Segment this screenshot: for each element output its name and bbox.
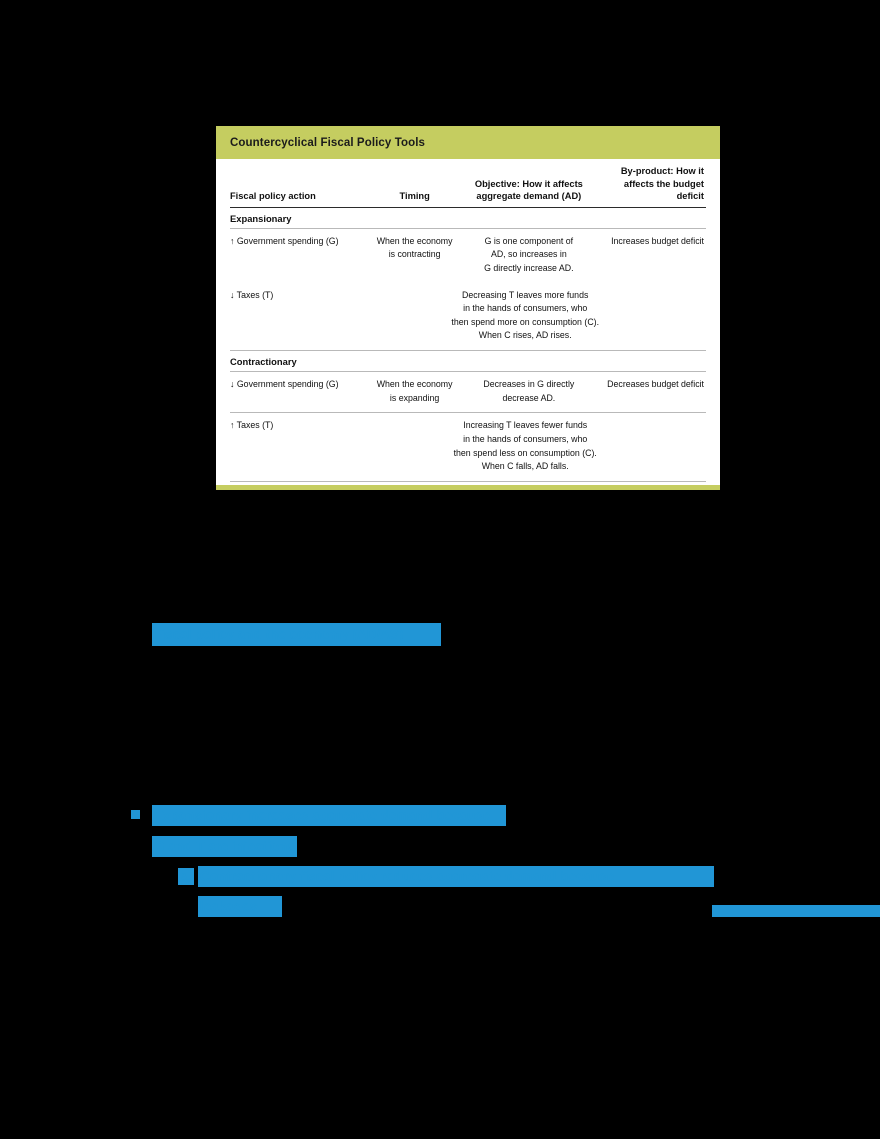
cell-objective-line2: in the hands of consumers, who — [463, 433, 588, 444]
fiscal-policy-table-card — [216, 126, 720, 490]
cell-objective-line1: Increasing T leaves fewer funds — [463, 420, 588, 431]
cell-objective-line4: When C falls, AD falls. — [481, 461, 569, 472]
table-section-row — [230, 207, 706, 228]
section-label-expansionary: Expansionary — [230, 207, 706, 228]
cell-timing — [368, 372, 463, 413]
cell-objective-line1: G is one component of — [484, 235, 574, 246]
cell-objective — [463, 372, 596, 413]
header-objective-line1: Objective: How it affects — [474, 178, 583, 189]
cell-objective-line2: AD, so increases in — [490, 249, 567, 260]
cell-timing-line1: When the economy — [376, 379, 453, 390]
section-label-contractionary: Contractionary — [230, 351, 706, 372]
table-title-bar — [216, 126, 720, 159]
header-byproduct — [596, 159, 706, 207]
cell-byproduct — [596, 413, 706, 481]
table-row — [230, 413, 706, 481]
highlighted-heading: Fiscal policy and the economy (AD/AS) — [152, 623, 441, 646]
cell-timing-line2: is expanding — [389, 392, 440, 403]
table-footer-bar — [216, 485, 720, 490]
cell-timing-line2: is contracting — [388, 249, 441, 260]
cell-byproduct — [596, 283, 706, 351]
highlighted-bullet-line-2: G and T are injections — [152, 836, 297, 857]
table-section-row — [230, 351, 706, 372]
cell-action: ↓ Taxes (T) — [230, 283, 368, 351]
cell-timing — [368, 228, 463, 282]
highlight-overflow-bar — [712, 905, 880, 917]
bullet-marker-icon — [131, 810, 140, 819]
cell-objective-line1: Decreases in G directly — [483, 379, 575, 390]
header-objective — [463, 159, 596, 207]
header-byproduct-line2: affects the budget deficit — [623, 178, 704, 202]
cell-objective-line2: in the hands of consumers, who — [463, 303, 588, 314]
cell-timing-line1: When the economy — [376, 235, 453, 246]
cell-objective-line3: then spend more on consumption (C). — [451, 316, 600, 327]
cell-objective — [451, 283, 600, 351]
cell-objective-line4: When C rises, AD rises. — [478, 330, 572, 341]
header-fiscal-policy-action: Fiscal policy action — [230, 159, 368, 207]
fiscal-policy-table — [230, 159, 706, 481]
cell-byproduct: Decreases budget deficit — [596, 372, 706, 413]
highlighted-sub-line-2: leakages — [198, 896, 282, 917]
header-timing: Timing — [368, 159, 463, 207]
header-objective-line2: aggregate demand (AD) — [476, 191, 582, 202]
table-title: Countercyclical Fiscal Policy Tools — [230, 137, 426, 149]
cell-action: ↑ Taxes (T) — [230, 420, 274, 431]
table-row — [230, 372, 706, 413]
header-byproduct-line1: By-product: How it — [620, 166, 704, 176]
sub-bullet-marker: a. — [178, 868, 194, 885]
table-row — [230, 228, 706, 282]
cell-objective-line3: then spend less on consumption (C). — [453, 447, 597, 458]
table-header-row — [230, 159, 706, 207]
cell-action: ↓ Government spending (G) — [230, 372, 368, 413]
highlighted-bullet-line-1: Expansionary increases aggregate demand because — [152, 805, 506, 826]
cell-objective-line2: decrease AD. — [502, 392, 556, 403]
cell-action: ↑ Government spending (G) — [230, 235, 339, 246]
cell-objective-line3: G directly increase AD. — [484, 262, 574, 273]
cell-byproduct: Increases budget deficit — [611, 235, 704, 246]
highlighted-sub-line-1: Contractionary fiscal policy reduces aggregate demand because — [198, 866, 714, 887]
table-row — [230, 283, 706, 351]
table-bottom-rule — [230, 481, 706, 482]
cell-objective-line1: Decreasing T leaves more funds — [462, 289, 589, 300]
cell-objective — [463, 228, 596, 282]
cell-objective — [453, 413, 597, 481]
table-body — [216, 159, 720, 481]
